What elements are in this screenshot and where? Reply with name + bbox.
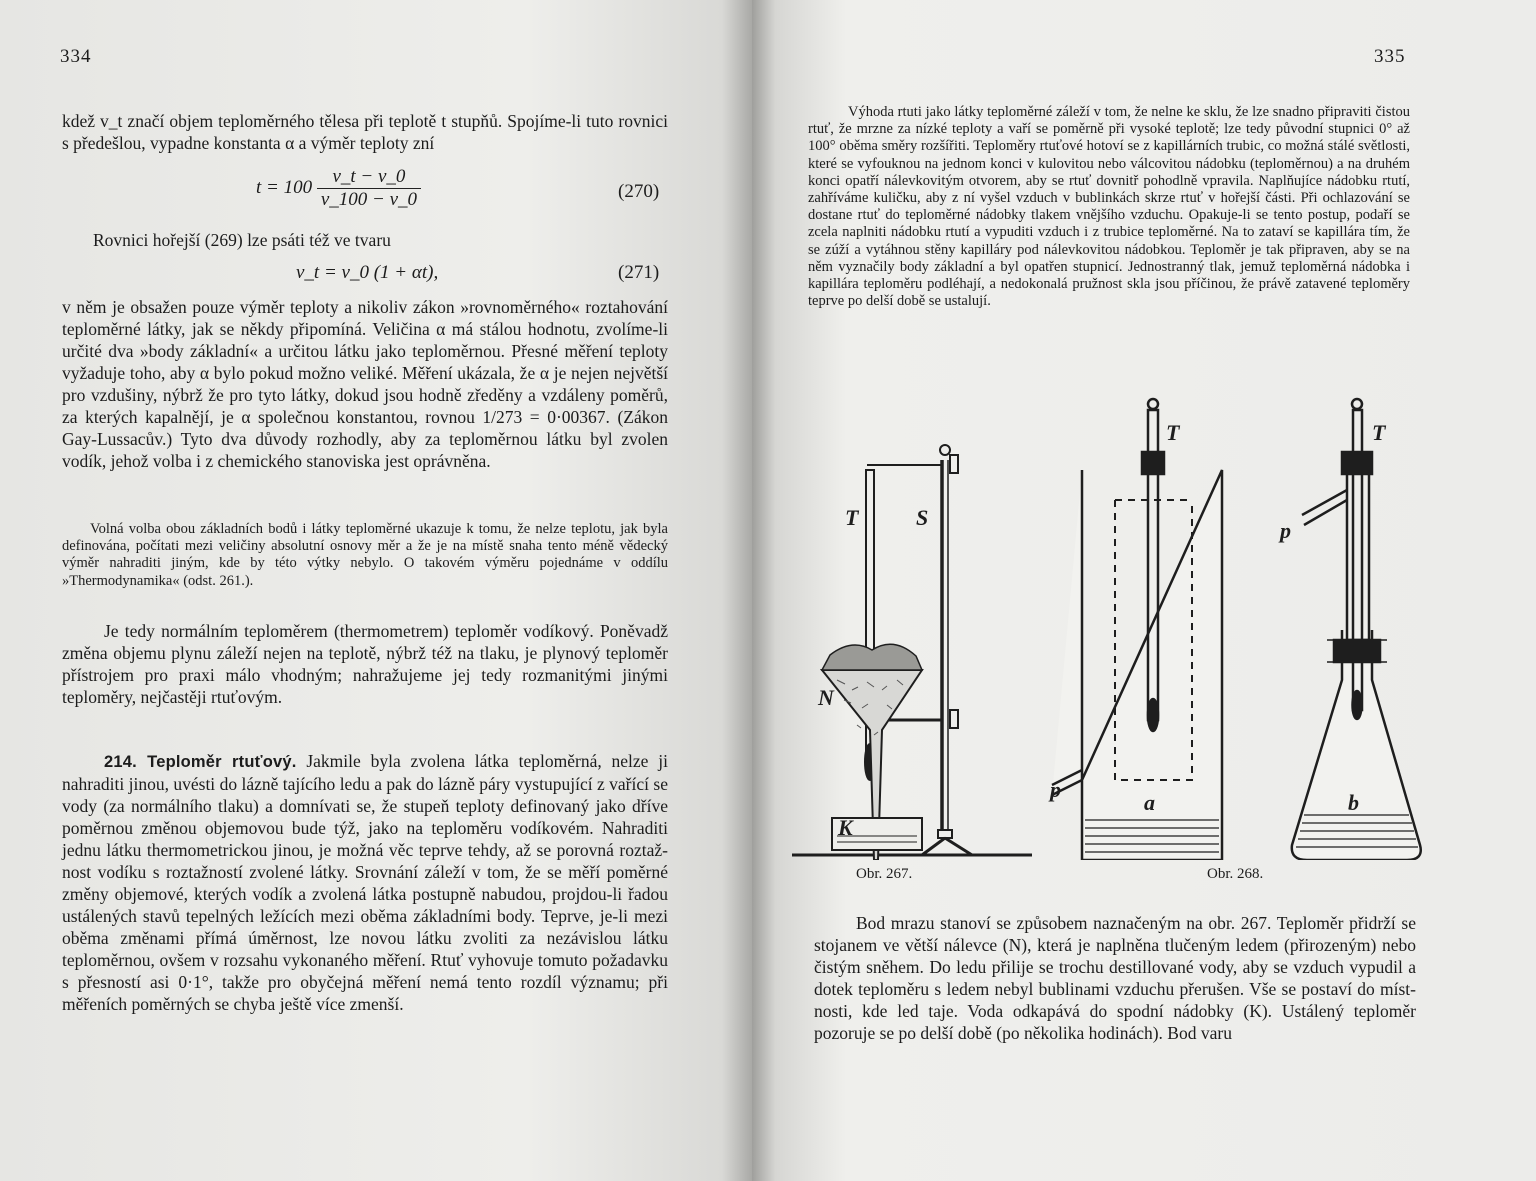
paragraph-vnem: v něm je obsažen pouze výměr teploty a nikoliv zákon »rovnoměrného« roztahování teploměrné látky, jak se někdy připomíná. Veličina α má stálou hodnotu, zvolíme-li určité dva »body základní« a určitou látku jako teploměrnou. Přesné měření teploty vyžaduje toho, aby α bylo pokud možno veliké. Měření ukázala, že α je nejen největší pro vzdušiny, nýbrž že pro tyto látky, dokud jsou hodně zředěny a vzdáleny poměrů, za kterých kapalnějí, je α společnou konstantou, rovnou 1/273 = 0·00367. (Zákon Gay-Lussacův.) Tyto dva důvody rozhodly, aby za teploměrnou látku byl zvolen vodík, jehož volba i z chemického stanoviska jest oprávněna. — [62, 297, 668, 471]
equation-271-number: (271) — [618, 262, 660, 283]
figure-268-label-b: b — [1348, 790, 1359, 815]
figure-268-label-a: a — [1144, 790, 1155, 815]
equation-270-numerator: v_t − v_0 — [317, 166, 421, 189]
figures-267-268 — [782, 390, 1442, 860]
equation-271: v_t = v_0 (1 + αt), — [296, 262, 439, 283]
paragraph-bod-mrazu: Bod mrazu stanoví se způsobem naznačeným na obr. 267. Teploměr přidrží se stojanem ve větší nálevce (N), která je naplněna tlučeným ledem (přirozeným) nebo čistým sněhem. Do ledu přilije se trochu destillované vody, aby se vzduch vypudil a dotek teploměru s ledem nebyl bublinami vzduchu přerušen. Vše se postaví do místnosti, kde led taje. Voda odkapává do spodní nádobky (K). Ustálený teploměr pozoruje se po delší době (po několika hodinách). Bod varu — [814, 913, 1416, 1043]
right-page — [752, 0, 1536, 1181]
caption-fig-268: Obr. 268. — [1207, 866, 1264, 882]
paragraph-section-214-body: Jakmile byla zvolena látka teploměrná, nelze ji nahraditi jinou, uvésti do lázně tajícího ledu a pak do lázně páry vystupující z vařící se vody (za normálního tlaku) a domnívati se, že stupeň teploty definovaný jako dříve poměrnou změnou objemovou bude týž, jako na teploměru vodíkovém. Nahraditi jednu látku thermometrickou jinou, je možná věc teprve tehdy, až se porovná roztažnost vodíku s roztažností zvolené látky. Srovnání záleží v tom, že se měří poměrné změny objemové, kterých vodík a zvolená látka postupně nabudou, projdou-li řadou ustálených stavů tepelných ležících mezi oběma základními body. Teprve, je-li mezi oběma změnami přímá úměrnost, lze novou látku zvoliti za nezávislou látku teploměrnou, ovšem v rozsahu vykonaného měření. Rtuť vyhovuje tomuto požadavku s přesností asi 0·1°, takže pro obyčejná měření nemá tento rozdíl významu; při měřeních poměrných se chyba ještě více zmenší. — [62, 751, 668, 1014]
paragraph-vyhoda-rtuti: Výhoda rtuti jako látky teploměrné záleží v tom, že nelne ke sklu, že lze snadno připraviti čistou rtuť, že mrzne za nízké teploty a vaří se poměrně při vysoké teplotě; lze tedy původní stupnici 0° až 100° oběma směry rozšířiti. Teploměry rtuťové hotoví se z kapillárních trubic, co možná stálé světlosti, které se vyfouknou na jednom konci v kulovitou nebo válcovitou nádobku (teploměrnou) a na druhém konci opatří nálevkovitým otvorem, aby se rtuť dovnitř pohodlně vpravila. Naplňujíce nádobku rtutí, zahříváme kuličku, aby z ní vyšel vzduch v bublinkách skrze rtuť v hořejší části. Při ochlazování se dostane rtuť do teploměrné nádobky tlakem vnějšího vzduchu. Opakuje-li se tento postup, podaří se zcela naplniti nádobku rtutí a vypuditi vzduch i z trubice teploměrné. Na to zataví se kapillára tím, že se zúží a vytáhnou stěny kapilláry pod nálevkovitou nádobkou. Teploměr je tak připraven, aby se na něm vyznačily body základní a byl opatřen stupnicí. Jednostranný tlak, jemuž teploměrná nádobka i kapillára teploměru podléhají, a nedokonalá pružnost skla jsou příčinou, že právě zatavené teploměry teprve po delší době se ustalují. — [808, 104, 1410, 310]
page-number-right: 335 — [1374, 46, 1406, 67]
figure-268-label-T-a: T — [1166, 420, 1180, 445]
caption-fig-267: Obr. 267. — [856, 866, 913, 882]
paragraph-intro: kdež v_t značí objem teploměrného tělesa při teplotě t stupňů. Spojíme-li tuto rovnici s předešlou, vypadne konstanta α a výměr teploty zní — [62, 111, 668, 153]
left-page — [0, 0, 752, 1181]
figure-267-label-S: S — [916, 505, 929, 530]
paragraph-rovnici: Rovnici hořejší (269) lze psáti též ve tvaru — [93, 230, 391, 250]
figure-267-label-N: N — [818, 685, 834, 710]
equation-270-denominator: v_100 − v_0 — [320, 189, 418, 210]
footnote-volna-volba: Volná volba obou základních bodů i látky teploměrné ukazuje k tomu, že nelze teplotu, jak byla definována, počítati mezi veličiny absolutní osnovy měr a že je na místě snaha tento méně vědecký výměr nahraditi jiným, kde by této výtky nebylo. O takovém výměru pojednáme v oddílu »Thermodynamika« (odst. 261.). — [62, 521, 668, 589]
equation-270-number: (270) — [618, 181, 660, 202]
section-heading-214: 214. Teploměr rtuťový. — [104, 753, 297, 771]
figure-268-label-T-b: T — [1372, 420, 1386, 445]
paragraph-normalni-teplomer: Je tedy normálním teploměrem (thermometrem) teploměr vodíkový. Poněvadž změna objemu plynu záleží nejen na teplotě, nýbrž též na tlaku, je plynový teploměr přístrojem pro praxi málo vhodným; nahražujeme jej tedy rozmanitými jinými teploměry, nejčastěji rtuťovým. — [62, 621, 668, 707]
figure-267-label-K: K — [838, 815, 853, 840]
equation-270 — [256, 166, 421, 211]
figure-267 — [792, 445, 1032, 860]
figure-267-label-T: T — [845, 505, 859, 530]
figure-268a — [1052, 399, 1222, 860]
paragraph-section-214 — [62, 750, 668, 1015]
equation-270-lhs: t = 100 — [256, 176, 313, 198]
figure-268-label-p-b: p — [1280, 518, 1291, 543]
page-number-left: 334 — [60, 46, 92, 67]
equation-270-fraction — [317, 166, 421, 211]
figure-268-label-p-a: p — [1050, 777, 1061, 802]
